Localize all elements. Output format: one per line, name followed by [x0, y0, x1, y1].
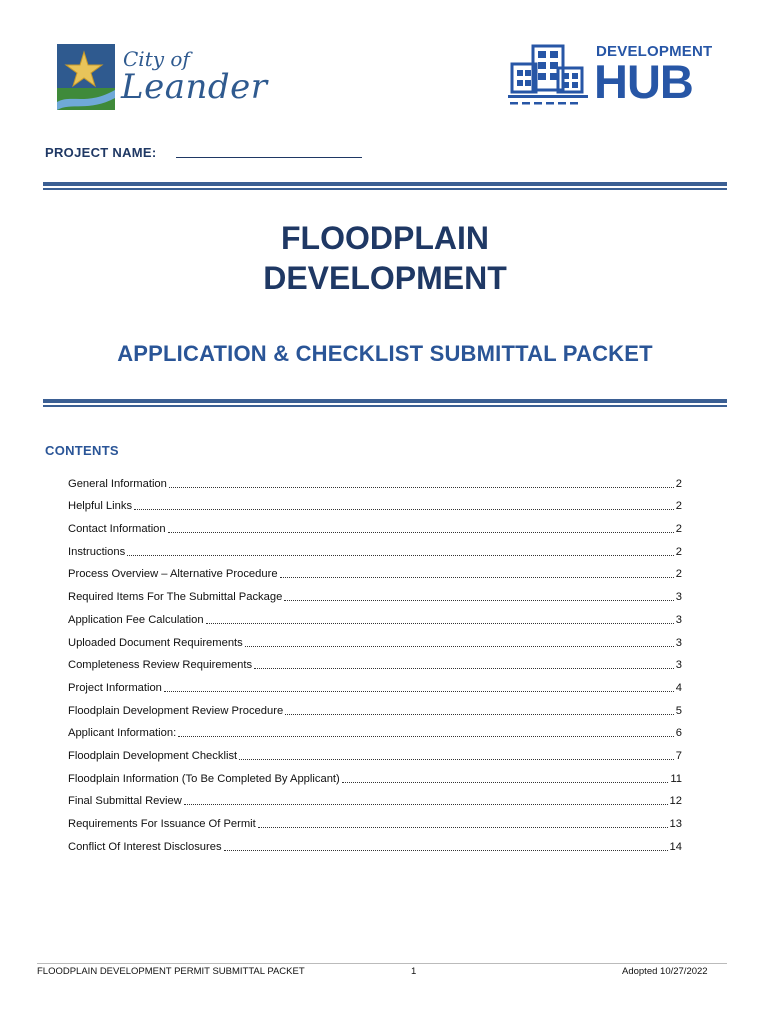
toc-entry-page: 3 — [675, 591, 682, 604]
toc-entry-label: Applicant Information: — [68, 727, 177, 740]
toc-entry-page: 3 — [675, 659, 682, 672]
toc-dot-leader — [285, 713, 674, 715]
toc-entry-page: 11 — [670, 772, 682, 785]
toc-entry[interactable] — [68, 740, 682, 763]
logo-development-text: DEVELOPMENT — [596, 43, 713, 60]
toc-dot-leader — [224, 849, 668, 851]
logo-hub-text: HUB — [594, 55, 693, 108]
toc-entry-label: Uploaded Document Requirements — [68, 636, 243, 649]
toc-entry-label: Project Information — [68, 681, 162, 694]
toc-entry-page: 2 — [675, 500, 682, 513]
top-divider — [43, 182, 727, 190]
leander-emblem-icon — [57, 44, 115, 110]
footer-document-name: FLOODPLAIN DEVELOPMENT PERMIT SUBMITTAL PACKET — [37, 966, 305, 977]
toc-dot-leader — [178, 735, 674, 737]
toc-entry[interactable] — [68, 468, 682, 491]
project-name-field[interactable] — [176, 157, 362, 158]
toc-entry[interactable] — [68, 650, 682, 673]
toc-dot-leader — [206, 622, 674, 624]
toc-entry[interactable] — [68, 672, 682, 695]
toc-entry-label: Application Fee Calculation — [68, 613, 204, 626]
toc-entry[interactable] — [68, 491, 682, 514]
toc-dot-leader — [254, 667, 674, 669]
toc-entry-label: General Information — [68, 477, 167, 490]
toc-dot-leader — [169, 486, 674, 488]
toc-entry-label: Floodplain Development Review Procedure — [68, 704, 284, 717]
toc-entry[interactable] — [68, 604, 682, 627]
toc-entry[interactable] — [68, 695, 682, 718]
toc-entry[interactable] — [68, 627, 682, 650]
toc-dot-leader — [134, 508, 674, 510]
toc-entry-label: Completeness Review Requirements — [68, 659, 253, 672]
toc-entry-page: 2 — [675, 477, 682, 490]
footer-page-number: 1 — [411, 966, 417, 977]
toc-dot-leader — [245, 645, 674, 647]
toc-dot-leader — [184, 803, 668, 805]
toc-entry[interactable] — [68, 808, 682, 831]
toc-entry-label: Conflict Of Interest Disclosures — [68, 840, 222, 853]
logo-city-of-text: City of — [123, 47, 190, 71]
footer-adopted-date: Adopted 10/27/2022 — [622, 966, 708, 977]
toc-dot-leader — [164, 690, 674, 692]
toc-dot-leader — [342, 781, 669, 783]
toc-entry-label: Requirements For Issuance Of Permit — [68, 818, 256, 830]
toc-entry-page: 14 — [669, 840, 682, 853]
toc-entry-page: 3 — [675, 613, 682, 626]
toc-entry-page: 5 — [675, 704, 682, 717]
table-of-contents — [68, 468, 682, 854]
toc-entry[interactable] — [68, 559, 682, 582]
toc-dot-leader — [239, 758, 674, 760]
toc-entry[interactable] — [68, 718, 682, 741]
toc-entry[interactable] — [68, 581, 682, 604]
toc-entry-page: 3 — [675, 636, 682, 649]
toc-entry-page: 13 — [669, 818, 682, 830]
toc-entry-label: Process Overview – Alternative Procedure — [68, 568, 278, 581]
document-subtitle: APPLICATION & CHECKLIST SUBMITTAL PACKET — [117, 341, 653, 366]
buildings-icon — [508, 42, 588, 110]
toc-dot-leader — [258, 826, 668, 828]
toc-entry-page: 2 — [675, 523, 682, 536]
toc-dot-leader — [127, 554, 674, 556]
contents-heading: CONTENTS — [45, 443, 119, 458]
toc-entry-label: Floodplain Development Checklist — [68, 749, 238, 762]
document-title-line2: DEVELOPMENT — [263, 260, 507, 296]
toc-entry[interactable] — [68, 513, 682, 536]
toc-entry-label: Helpful Links — [68, 500, 133, 513]
toc-entry-label: Contact Information — [68, 523, 166, 536]
document-title-line1: FLOODPLAIN — [281, 220, 489, 256]
development-hub-logo — [508, 42, 713, 110]
toc-dot-leader — [168, 531, 674, 533]
toc-entry-page: 7 — [675, 749, 682, 762]
project-name-label: PROJECT NAME: — [45, 145, 157, 160]
toc-entry-label: Required Items For The Submittal Package — [68, 591, 283, 604]
toc-entry[interactable] — [68, 763, 682, 786]
toc-entry-label: Floodplain Information (To Be Completed By Applicant) — [68, 772, 340, 785]
toc-entry[interactable] — [68, 786, 682, 809]
toc-entry[interactable] — [68, 831, 682, 854]
toc-entry-label: Instructions — [68, 545, 126, 558]
toc-dot-leader — [280, 576, 674, 578]
toc-entry-page: 4 — [675, 681, 682, 694]
toc-entry[interactable] — [68, 536, 682, 559]
toc-entry-page: 2 — [675, 545, 682, 558]
toc-dot-leader — [284, 599, 673, 601]
toc-entry-page: 12 — [669, 795, 682, 808]
toc-entry-label: Final Submittal Review — [68, 795, 182, 808]
city-of-leander-logo — [57, 44, 268, 114]
logo-leander-text: Leander — [121, 67, 268, 107]
toc-entry-page: 2 — [675, 568, 682, 581]
toc-entry-page: 6 — [675, 727, 682, 740]
footer-divider — [37, 963, 727, 964]
middle-divider — [43, 399, 727, 407]
